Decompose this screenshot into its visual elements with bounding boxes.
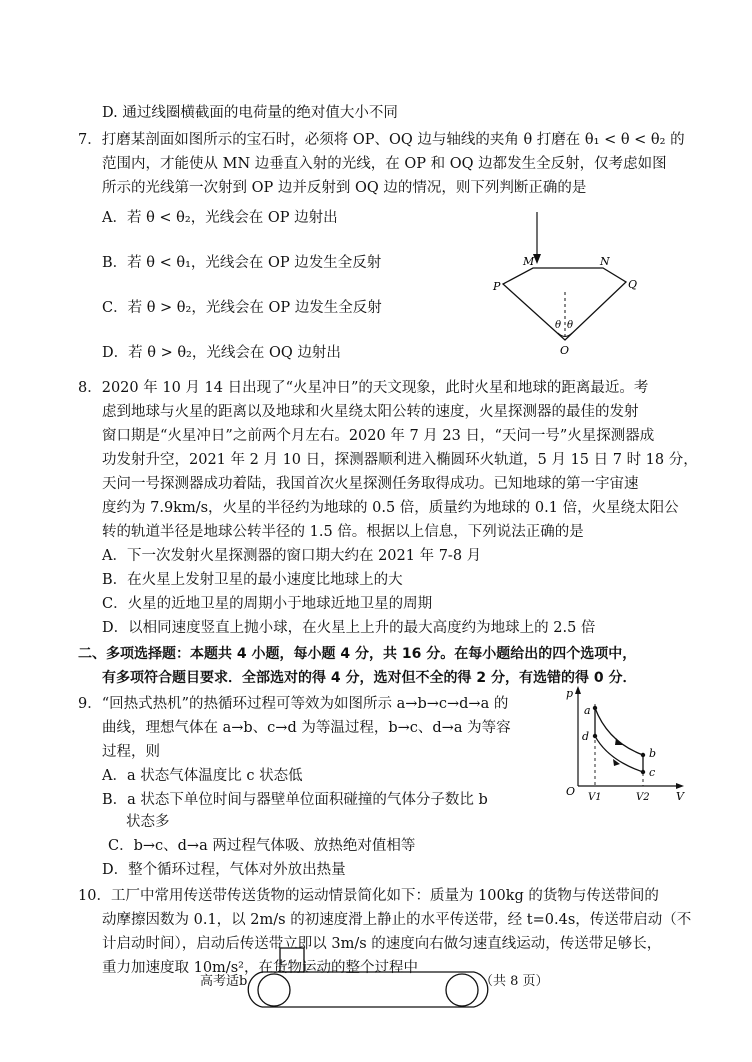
label-M: M <box>523 255 535 268</box>
label-P: P <box>493 280 501 293</box>
q8-option-c: C．火星的近地卫星的周期小于地球近地卫星的周期 <box>102 596 433 612</box>
section-2-heading-2: 有多项符合题目要求．全部选对的得 4 分，选对但不全的得 2 分，有选错的得 0 分． <box>102 670 637 686</box>
q9-option-b-cont: 状态多 <box>126 814 170 830</box>
q8-stem-2: 虑到地球与火星的距离以及地球和火星绕太阳公转的速度，火星探测器的最佳的发射 <box>102 404 639 420</box>
section-2-heading-1: 二、多项选择题：本题共 4 小题，每小题 4 分，共 16 分。在每小题给出的四个选项中， <box>78 646 637 662</box>
q8-option-d: D．以相同速度竖直上抛小球，在火星上上升的最大高度约为地球上的 2.5 倍 <box>102 620 596 636</box>
label-theta-left: θ <box>555 320 562 331</box>
tick-V1: V1 <box>588 792 602 803</box>
state-c: c <box>649 766 656 779</box>
q9-stem-2: 曲线，理想气体在 a→b、c→d 为等温过程，b→c、d→a 为等容 <box>102 720 511 736</box>
q10-stem-1: 10．工厂中常用传送带传送货物的运动情景简化如下：质量为 100kg 的货物与传送带间的 <box>78 888 659 904</box>
q7-option-a: A．若 θ < θ₂，光线会在 OP 边射出 <box>102 210 338 226</box>
q8-stem-5: 天问一号探测器成功着陆，我国首次火星探测任务取得成功。已知地球的第一宇宙速 <box>102 476 639 492</box>
q7-stem-1: 7．打磨某剖面如图所示的宝石时，必须将 OP、OQ 边与轴线的夹角 θ 打磨在 θ₁ < θ < θ₂ 的 <box>78 132 685 148</box>
state-d: d <box>582 730 590 743</box>
origin-label: O <box>566 785 576 798</box>
q8-option-b: B．在火星上发射卫星的最小速度比地球上的大 <box>102 572 403 588</box>
q7-stem-2: 范围内，才能使从 MN 边垂直入射的光线，在 OP 和 OQ 边都发生全反射，仅考虑如图 <box>102 156 667 172</box>
footer-page-count: （共 8 页） <box>480 974 549 989</box>
q9-option-a: A．a 状态气体温度比 c 状态低 <box>102 768 303 784</box>
state-b: b <box>649 747 657 760</box>
q9-option-c: C．b→c、d→a 两过程气体吸、放热绝对值相等 <box>108 838 416 854</box>
q9-option-d: D．整个循环过程，气体对外放出热量 <box>102 862 346 878</box>
q10-stem-2: 动摩擦因数为 0.1，以 2m/s 的初速度滑上静止的水平传送带，经 t=0.4s，传送带启动（不 <box>102 912 692 928</box>
q7-stem-3: 所示的光线第一次射到 OP 边并反射到 OQ 边的情况，则下列判断正确的是 <box>102 180 587 196</box>
label-Q: Q <box>628 278 638 291</box>
q8-stem-7: 转的轨道半径是地球公转半径的 1.5 倍。根据以上信息，下列说法正确的是 <box>102 524 584 540</box>
tick-V2: V2 <box>636 792 650 803</box>
q7-option-c: C．若 θ > θ₂，光线会在 OP 边发生全反射 <box>102 300 382 316</box>
q8-stem-1: 8．2020 年 10 月 14 日出现了“火星冲日”的天文现象，此时火星和地球的距离最近。考 <box>78 380 649 396</box>
footer-left: 高考适b <box>200 974 248 989</box>
axis-label-V: V <box>676 790 684 803</box>
q8-option-a: A．下一次发射火星探测器的窗口期大约在 2021 年 7-8 月 <box>102 548 482 564</box>
q8-stem-3: 窗口期是“火星冲日”之前两个月左右。2020 年 7 月 23 日，“天问一号”火星探测器成 <box>102 428 655 444</box>
q8-stem-6: 度约为 7.9km/s，火星的半径约为地球的 0.5 倍，质量约为地球的 0.1 倍，火星绕太阳公 <box>102 500 679 516</box>
label-theta-right: θ <box>567 320 574 331</box>
q8-stem-4: 功发射升空，2021 年 2 月 10 日，探测器顺利进入椭圆环火轨道，5 月 15 日 7 时 18 分， <box>102 452 698 468</box>
label-N: N <box>600 255 610 268</box>
q7-option-d: D．若 θ > θ₂，光线会在 OQ 边射出 <box>102 345 341 361</box>
state-a: a <box>584 704 591 717</box>
q10-stem-3: 计启动时间），启动后传送带立即以 3m/s 的速度向右做匀速直线运动，传送带足够长， <box>102 936 662 952</box>
q10-stem-4: 重力加速度取 10m/s²，在货物运动的整个过程中 <box>102 960 418 976</box>
q6-option-d: D. 通过线圈横截面的电荷量的绝对值大小不同 <box>102 105 398 121</box>
label-O: O <box>560 344 570 357</box>
axis-label-p: p <box>566 687 574 700</box>
q7-option-b: B．若 θ < θ₁，光线会在 OP 边发生全反射 <box>102 255 382 271</box>
q9-stem-3: 过程，则 <box>102 744 160 760</box>
q9-option-b: B．a 状态下单位时间与器壁单位面积碰撞的气体分子数比 b <box>102 792 488 808</box>
q9-stem-1: 9．“回热式热机”的热循环过程可等效为如图所示 a→b→c→d→a 的 <box>78 696 509 712</box>
